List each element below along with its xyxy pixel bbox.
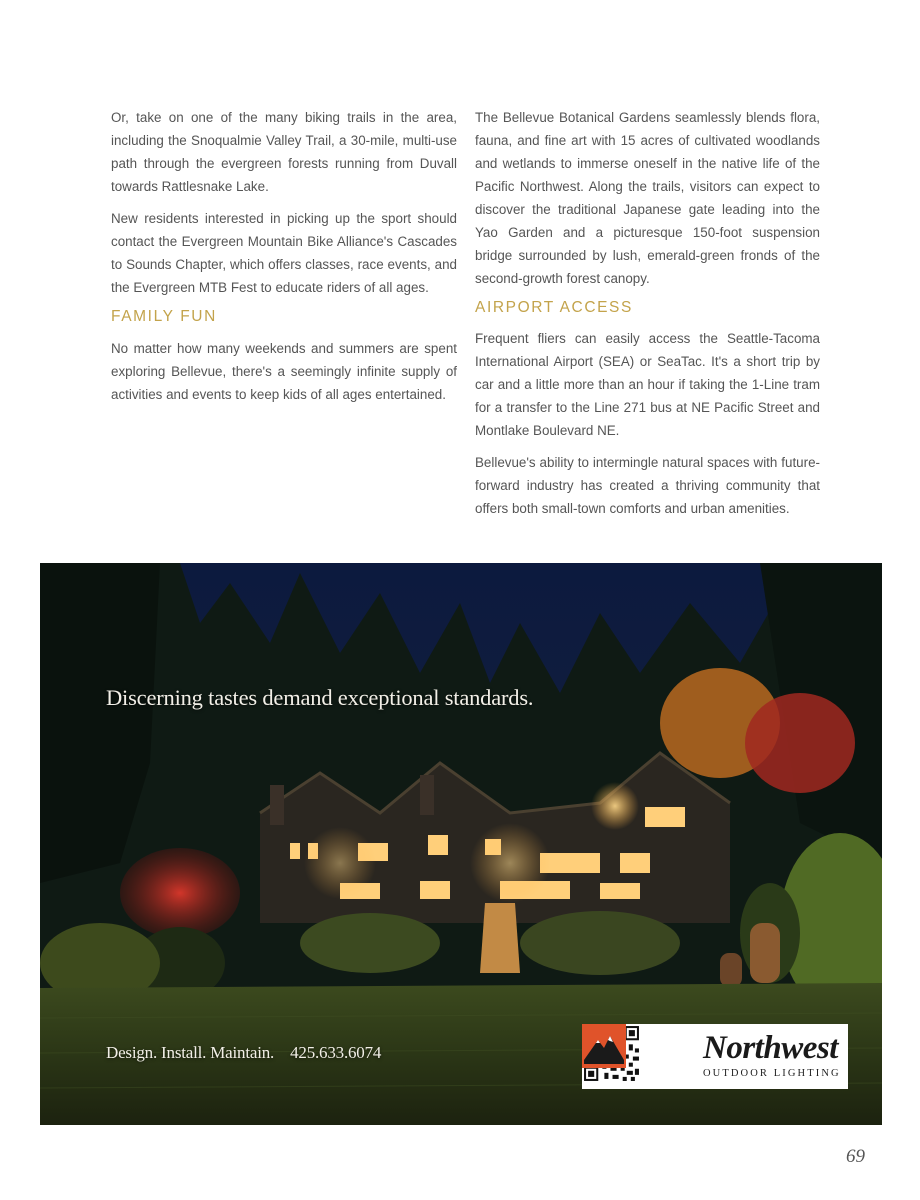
page-number: 69 [846, 1146, 865, 1167]
paragraph: Or, take on one of the many biking trails in the area, including the Snoqualmie Valley Trail, a 30-mile, multi-use path through the evergreen forests running from Duvall towards Rattlesnake Lake. [111, 110, 457, 194]
article-column-right [475, 106, 820, 529]
ad-headline: Discerning tastes demand exceptional standards. [106, 685, 534, 710]
section-heading-family-fun: FAMILY FUN [111, 308, 217, 325]
paragraph: Frequent fliers can easily access the Seattle-Tacoma International Airport (SEA) or SeaTac. It's a short trip by car and a little more than an hour if taking the 1-Line tram for a transfer to the Line 271 bus at NE Pacific Street and Montlake Boulevard NE. [475, 331, 820, 438]
brand-subtitle: OUTDOOR LIGHTING [703, 1068, 841, 1079]
paragraph: The Bellevue Botanical Gardens seamlessly blends flora, fauna, and fine art with 15 acres of cultivated woodlands and wetlands to immerse oneself in the native life of the Pacific Northwest. Along the trails, visitors can expect to discover the traditional Japanese gate leading into the Yao Garden and a picturesque 150-foot suspension bridge surrounded by lush, emerald-green fronds of the second-growth forest canopy. [475, 110, 820, 286]
paragraph: No matter how many weekends and summers are spent exploring Bellevue, there's a seemingly infinite supply of activities and events to keep kids of all ages entertained. [111, 341, 457, 402]
paragraph: New residents interested in picking up the sport should contact the Evergreen Mountain Bike Alliance's Cascades to Sounds Chapter, which offers classes, race events, and the Evergreen MTB Fest to educate riders of all ages. [111, 211, 457, 295]
paragraph: Bellevue's ability to intermingle natural spaces with future-forward industry has created a thriving community that offers both small-town comforts and urban amenities. [475, 455, 820, 516]
brand-name: Northwest [703, 1030, 838, 1066]
article-column-left [111, 106, 457, 415]
ad-phone-number[interactable]: 425.633.6074 [290, 1043, 382, 1062]
brand-logo-panel[interactable] [582, 1024, 848, 1089]
section-heading-airport-access: AIRPORT ACCESS [475, 299, 633, 316]
ad-tagline [106, 1043, 381, 1063]
advertisement[interactable] [40, 563, 882, 1125]
ad-services-text: Design. Install. Maintain. [106, 1043, 275, 1062]
mountain-logo-icon [582, 1024, 626, 1068]
